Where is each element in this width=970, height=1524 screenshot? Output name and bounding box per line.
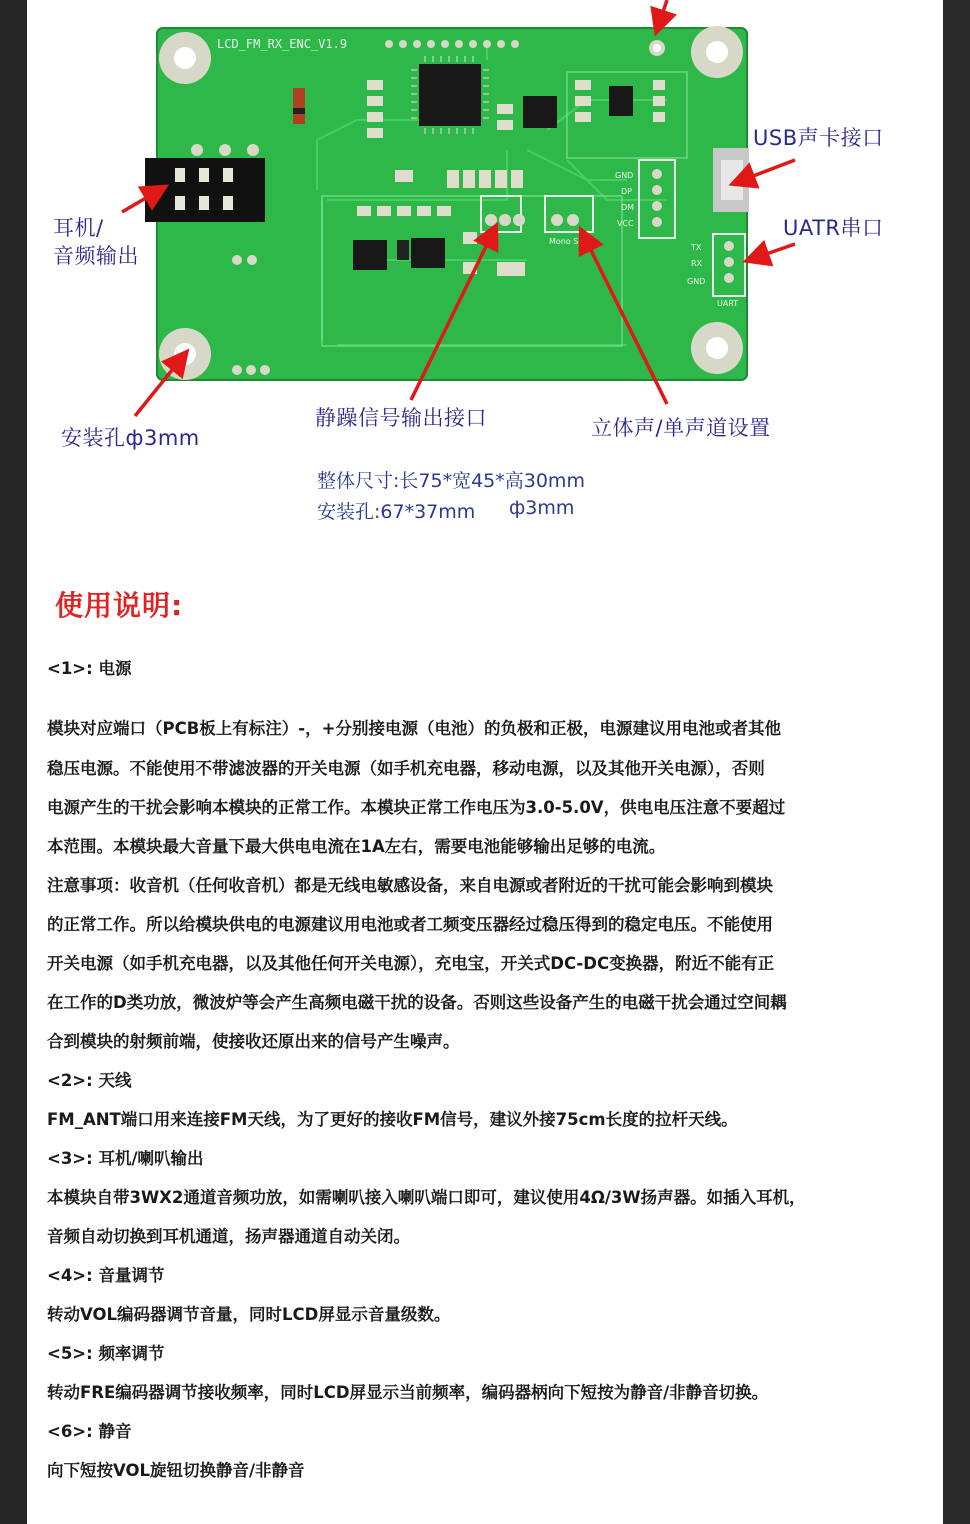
manual-line: 的正常工作。所以给模块供电的电源建议用电池或者工频变压器经过稳压得到的稳定电压。不能使用 bbox=[47, 915, 773, 934]
callout-usb: USB声卡接口 bbox=[753, 126, 884, 150]
product-page bbox=[27, 0, 943, 1524]
manual-line: 转动FRE编码器调节接收频率，同时LCD屏显示当前频率，编码器柄向下短按为静音/非静音切换。 bbox=[47, 1383, 769, 1402]
manual-line: 音频自动切换到耳机通道，扬声器通道自动关闭。 bbox=[47, 1227, 410, 1246]
svg-text:TX: TX bbox=[691, 243, 702, 252]
manual-title: 使用说明: bbox=[55, 589, 184, 622]
callout-stereo-mono: 立体声/单声道设置 bbox=[591, 416, 771, 440]
callout-uart: UATR串口 bbox=[783, 216, 884, 240]
left-margin-bar bbox=[0, 0, 27, 1524]
diode bbox=[293, 88, 305, 124]
callout-mount-hole: 安装孔ф3mm bbox=[61, 426, 200, 450]
manual-line: 本模块自带3WX2通道音频功放，如需喇叭接入喇叭端口即可，建议使用4Ω/3W扬声器。如插入耳机， bbox=[47, 1188, 806, 1207]
svg-text:RX: RX bbox=[691, 259, 703, 268]
manual-line: 开关电源（如手机充电器，以及其他任何开关电源），充电宝，开关式DC-DC变换器，附近不能有正 bbox=[47, 954, 775, 973]
svg-text:DP: DP bbox=[621, 187, 632, 196]
callout-earphone-1: 耳机/ bbox=[53, 216, 104, 240]
dimensions-hole-diameter: ф3mm bbox=[509, 497, 575, 519]
manual-line: FM_ANT端口用来连接FM天线，为了更好的接收FM信号，建议外接75cm长度的拉杆天线。 bbox=[47, 1110, 738, 1129]
right-scrollbar-track[interactable] bbox=[943, 0, 970, 1524]
svg-text:VCC: VCC bbox=[617, 219, 634, 228]
manual-line: 稳压电源。不能使用不带滤波器的开关电源（如手机充电器，移动电源，以及其他开关电源），否则 bbox=[47, 759, 765, 778]
callout-earphone-2: 音频输出 bbox=[53, 244, 139, 268]
callout-mute-signal: 静躁信号输出接口 bbox=[315, 406, 487, 430]
manual-line: 向下短按VOL旋钮切换静音/非静音 bbox=[47, 1461, 305, 1480]
svg-text:GND: GND bbox=[615, 171, 634, 180]
dimensions-holes: 安装孔:67*37mm bbox=[317, 501, 476, 523]
manual-line: <2>: 天线 bbox=[47, 1071, 132, 1090]
svg-text:UART: UART bbox=[717, 299, 739, 308]
manual-line: <3>: 耳机/喇叭输出 bbox=[47, 1149, 204, 1168]
manual-line: 转动VOL编码器调节音量，同时LCD屏显示音量级数。 bbox=[47, 1305, 451, 1324]
manual-line: 在工作的D类功放，微波炉等会产生高频电磁干扰的设备。否则这些设备产生的电磁干扰会通过空间耦 bbox=[47, 993, 787, 1012]
board-label: LCD_FM_RX_ENC_V1.9 bbox=[217, 37, 348, 51]
manual-line: <6>: 静音 bbox=[47, 1422, 132, 1441]
manual-line: 模块对应端口（PCB板上有标注）-，+分别接电源（电池）的负极和正极，电源建议用电池或者其他 bbox=[47, 719, 781, 738]
manual-line: 合到模块的射频前端，使接收还原出来的信号产生噪声。 bbox=[47, 1032, 460, 1051]
svg-text:DM: DM bbox=[621, 203, 635, 212]
manual-line: 电源产生的干扰会影响本模块的正常工作。本模块正常工作电压为3.0-5.0V，供电电压注意不要超过 bbox=[47, 798, 786, 817]
manual-line: <4>: 音量调节 bbox=[47, 1266, 165, 1285]
manual-line: 注意事项：收音机（任何收音机）都是无线电敏感设备，来自电源或者附近的干扰可能会影响到模块 bbox=[47, 876, 773, 895]
svg-text:GND: GND bbox=[687, 277, 706, 286]
dimensions-overall: 整体尺寸:长75*宽45*高30mm bbox=[317, 470, 585, 492]
manual-line: <1>: 电源 bbox=[47, 659, 132, 678]
svg-text:Mono Stere: Mono Stere bbox=[549, 237, 595, 246]
manual-line: 本范围。本模块最大音量下最大供电电流在1A左右，需要电池能够输出足够的电流。 bbox=[47, 837, 666, 856]
manual-line: <5>: 频率调节 bbox=[47, 1344, 165, 1363]
mcu-chip bbox=[419, 64, 481, 126]
pcb-diagram bbox=[27, 0, 943, 540]
